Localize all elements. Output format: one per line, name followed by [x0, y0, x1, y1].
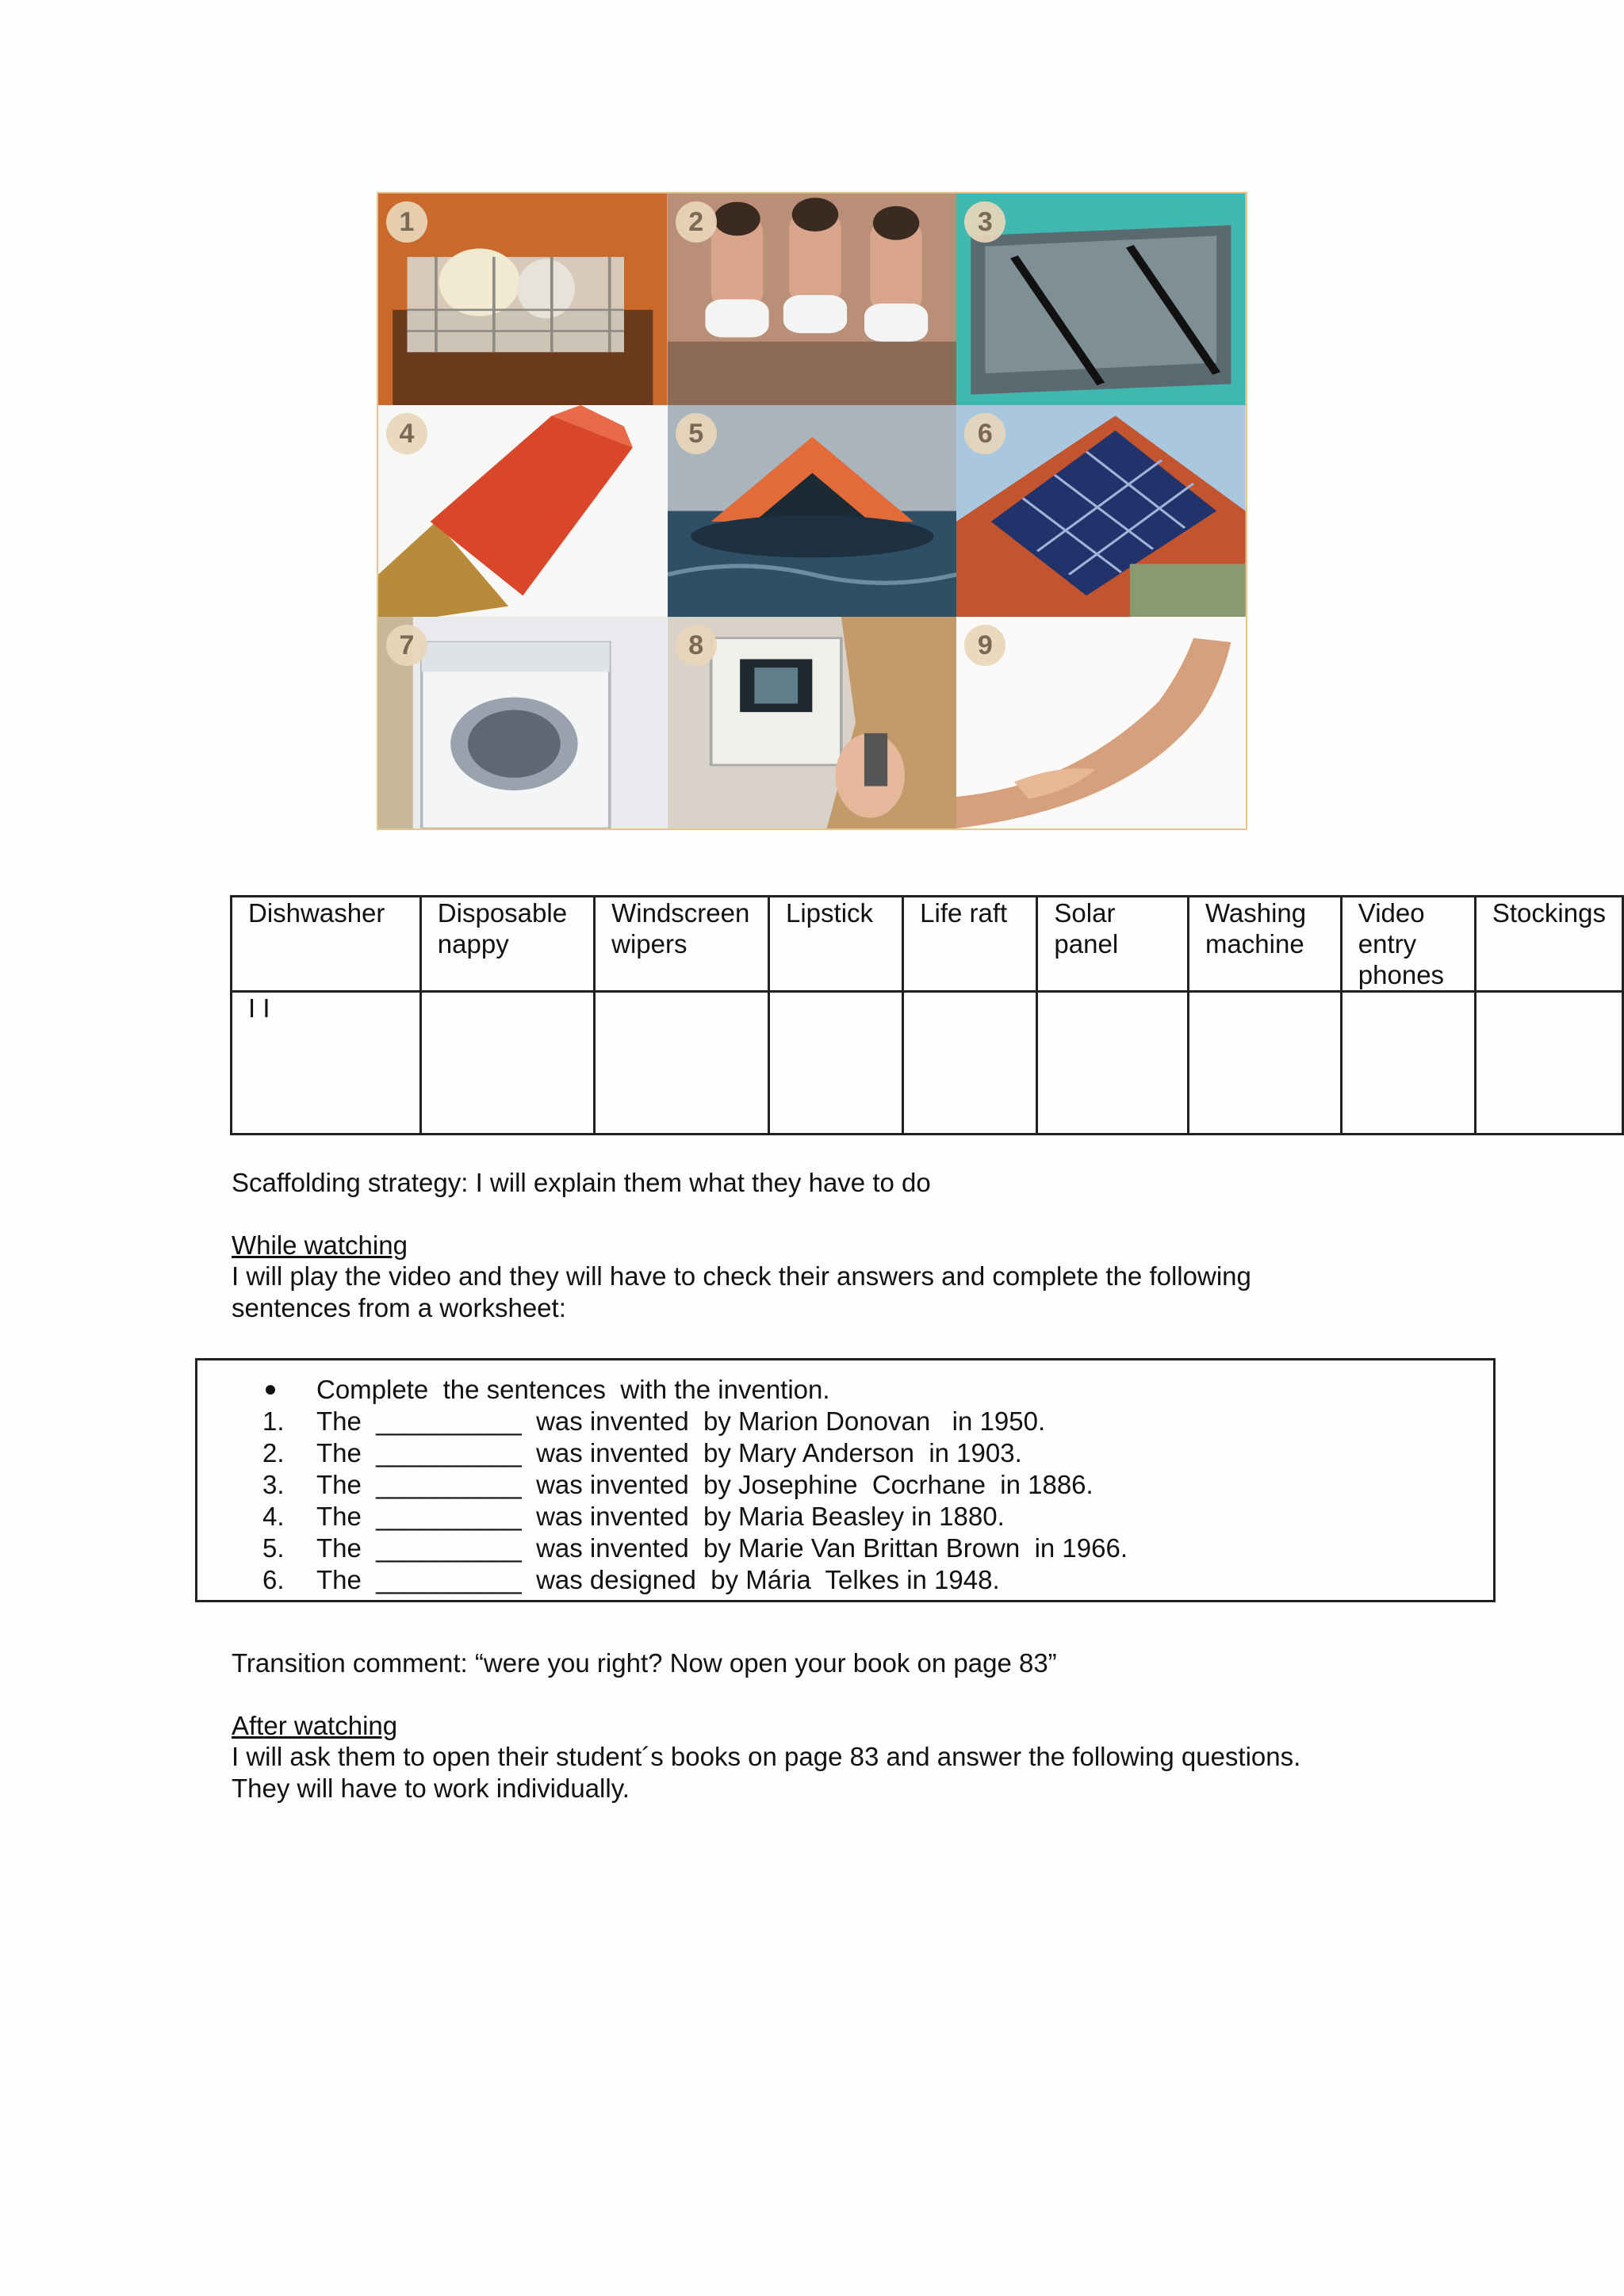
- while-watching-text-2: sentences from a worksheet:: [232, 1293, 566, 1322]
- photo-lipstick: [378, 405, 668, 617]
- photo-disposable-nappy: [668, 193, 957, 405]
- inventions-photo-grid: [377, 192, 1247, 830]
- photo-windscreen-wipers: [956, 193, 1246, 405]
- table-answer-row: [232, 992, 1623, 1135]
- photo-washing-machine: [378, 617, 668, 828]
- photo-dishwasher: [378, 193, 668, 405]
- header-disposable-nappy: Disposable nappy: [420, 897, 594, 992]
- panel-number: 5: [676, 413, 717, 454]
- photo-stockings: [956, 617, 1246, 828]
- answer-cell[interactable]: [595, 992, 769, 1135]
- header-life-raft: Life raft: [903, 897, 1037, 992]
- answer-cell[interactable]: [1341, 992, 1475, 1135]
- panel-number: 9: [964, 625, 1005, 666]
- panel-number: 4: [386, 413, 427, 454]
- header-lipstick: Lipstick: [768, 897, 902, 992]
- header-stockings: Stockings: [1475, 897, 1622, 992]
- panel-number: 2: [676, 201, 717, 243]
- while-watching-heading: While watching: [232, 1230, 408, 1260]
- photo-life-raft: [668, 405, 957, 617]
- answer-cell[interactable]: [420, 992, 594, 1135]
- worksheet-box: Complete the sentences with the invention. 1. The __________ was invented by Marion Donovan in 1950. 2. The __________ was invented by Mary Anderson in 1903. 3. The __________ was invented by Josephine Cocrhane in 1886. 4. The __________ was invented by Maria Beasley in 1880. 5. The __________ was invented by Marie Van Brittan Brown in 1966. 6. The __________ was designed by Mária Telkes in 1948.: [195, 1358, 1496, 1602]
- header-dishwasher: Dishwasher: [232, 897, 421, 992]
- photo-video-entry-phone: [668, 617, 957, 828]
- after-watching-text-1: I will ask them to open their student´s books on page 83 and answer the following questions.: [232, 1742, 1301, 1771]
- answer-cell[interactable]: [1188, 992, 1341, 1135]
- panel-number: 8: [676, 625, 717, 666]
- panel-number: 6: [964, 413, 1005, 454]
- photo-solar-panel: [956, 405, 1246, 617]
- header-washing-machine: Washing machine: [1188, 897, 1341, 992]
- scaffolding-strategy: Scaffolding strategy: I will explain them what they have to do: [232, 1168, 931, 1197]
- panel-number: 3: [964, 201, 1005, 243]
- after-watching-heading: After watching: [232, 1711, 398, 1740]
- bullet-icon: [266, 1385, 275, 1395]
- inventions-table: [230, 895, 1624, 1135]
- panel-number: 1: [386, 201, 427, 243]
- transition-comment: Transition comment: “were you right? Now open your book on page 83”: [232, 1648, 1057, 1678]
- answer-cell[interactable]: [768, 992, 902, 1135]
- answer-cell[interactable]: I I: [232, 992, 421, 1135]
- after-watching-text-2: They will have to work individually.: [232, 1774, 630, 1803]
- answer-cell[interactable]: [1037, 992, 1189, 1135]
- header-solar-panel: Solar panel: [1037, 897, 1189, 992]
- header-windscreen-wipers: Windscreen wipers: [595, 897, 769, 992]
- header-video-entry-phones: Video entry phones: [1341, 897, 1475, 992]
- while-watching-text-1: I will play the video and they will have to check their answers and complete the following: [232, 1261, 1251, 1291]
- answer-cell[interactable]: [903, 992, 1037, 1135]
- table-header-row: [232, 897, 1623, 992]
- panel-number: 7: [386, 625, 427, 666]
- answer-cell[interactable]: [1475, 992, 1622, 1135]
